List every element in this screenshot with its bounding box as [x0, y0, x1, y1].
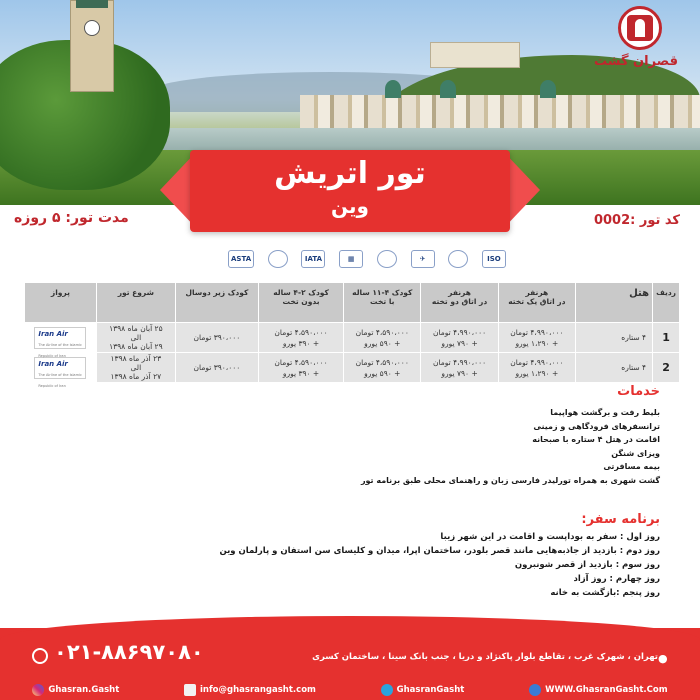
logo-emblem-icon — [618, 6, 662, 50]
website-link[interactable] — [529, 684, 668, 696]
list-item: روز سوم : بازدید از قصر شونبرون — [514, 560, 660, 570]
social-bar — [0, 680, 700, 700]
col-header-flight: پرواز — [25, 283, 97, 323]
table-row — [25, 353, 680, 383]
airline-logo — [34, 327, 86, 358]
flight-cell — [25, 353, 97, 388]
single-price-cell: ۴،۹۹۰،۰۰۰ تومان + ۱،۲۹۰ یورو — [498, 323, 575, 353]
clock-icon — [84, 20, 100, 36]
banner-title: تور اتریش — [274, 156, 426, 191]
list-item: روز دوم : بازدید از جاذبه‌هایی مانند قصر بلودر، ساختمان اپرا، میدان و کلیسای سن استفان و پارلمان وین — [219, 546, 660, 556]
association-logo-icon — [448, 250, 468, 268]
col-header-child-nobed: کودک ۲-۴ ساله بدون تخت — [258, 283, 343, 323]
email-link[interactable] — [184, 684, 316, 696]
mail-icon — [184, 684, 196, 696]
hotel-cell: ۴ ستاره — [576, 353, 653, 383]
title-banner — [190, 150, 510, 232]
list-item: بیمه مسافرتی — [603, 462, 660, 471]
child-bed-price-cell: ۴،۵۹۰،۰۰۰ تومان + ۵۹۰ یورو — [344, 323, 421, 353]
col-header-child-bed: کودک ۴-۱۱ ساله با تخت — [344, 283, 421, 323]
row-number: 1 — [653, 323, 680, 353]
list-item: روز پنجم :بازگشت به خانه — [550, 588, 660, 598]
iso-logo: ISO — [482, 250, 506, 268]
airline-tagline: The Airline of the Islamic Republic of Iran — [38, 342, 82, 358]
telegram-handle: GhasranGasht — [396, 685, 465, 695]
table-row — [25, 323, 680, 353]
row-number: 2 — [653, 353, 680, 383]
program-list — [219, 530, 660, 600]
hotel-cell: ۴ ستاره — [576, 323, 653, 353]
col-header-start: شروع تور — [96, 283, 175, 323]
address-text: تهران ، شهرک غرب ، تقاطع بلوار پاکنژاد و دریا ، جنب بانک سینا ، ساختمان کسری — [312, 652, 658, 662]
airline-logo — [34, 357, 86, 388]
infant-price-cell: ۳۹۰،۰۰۰ تومان — [175, 353, 258, 383]
telegram-icon — [381, 684, 393, 696]
flight-cell — [25, 323, 97, 358]
list-item: گشت شهری به همراه تورلیدر فارسی زبان و راهنمای محلی طبق برنامه تور — [360, 475, 660, 485]
double-price-cell: ۴،۹۹۰،۰۰۰ تومان + ۷۹۰ یورو — [421, 323, 498, 353]
dome-shape — [440, 80, 456, 98]
phone-number[interactable]: ۰۲۱-۸۸۶۹۷۰۸۰ — [54, 640, 204, 664]
list-item: ترانسفرهای فرودگاهی و زمینی — [533, 421, 660, 431]
list-item: بلیط رفت و برگشت هواپیما — [550, 408, 660, 417]
child-bed-price-cell: ۴،۵۹۰،۰۰۰ تومان + ۵۹۰ یورو — [344, 353, 421, 383]
brand-name: قصران گشت — [593, 54, 678, 69]
cultural-logo-icon: ▦ — [339, 250, 363, 268]
services-title: خدمات — [617, 384, 660, 399]
col-header-double: هرنفر در اتاق دو تخته — [421, 283, 498, 323]
airline-name: Iran Air — [38, 359, 68, 368]
accreditation-logos — [228, 248, 506, 270]
association-seal-icon — [377, 250, 397, 268]
list-item: اقامت در هتل ۴ ستاره با صبحانه — [532, 435, 660, 444]
seal-icon — [268, 250, 288, 268]
child-nobed-price-cell: ۴،۵۹۰،۰۰۰ تومان + ۳۹۰ یورو — [258, 323, 343, 353]
list-item: ویزای شنگن — [611, 448, 660, 458]
instagram-handle: Ghasran.Gasht — [48, 685, 120, 695]
table-header-row — [25, 283, 680, 323]
location-pin-icon: ● — [658, 652, 668, 665]
col-header-infant: کودک زیر دوسال — [175, 283, 258, 323]
child-nobed-price-cell: ۴،۵۹۰،۰۰۰ تومان + ۳۹۰ یورو — [258, 353, 343, 383]
instagram-icon — [32, 684, 44, 696]
single-price-cell: ۴،۹۹۰،۰۰۰ تومان + ۱،۲۹۰ یورو — [498, 353, 575, 383]
website-url: WWW.GhasranGasht.Com — [545, 685, 668, 695]
globe-icon — [529, 684, 541, 696]
list-item: روز اول : سفر به بوداپست و اقامت در این شهر زیبا — [440, 532, 660, 542]
start-date-cell: ۲۳ آذر ماه ۱۳۹۸ الی ۲۷ آذر ماه ۱۳۹۸ — [96, 353, 175, 383]
col-header-single: هرنفر در اتاق یک تخته — [498, 283, 575, 323]
infant-price-cell: ۳۹۰،۰۰۰ تومان — [175, 323, 258, 353]
phone-icon — [32, 648, 48, 664]
tour-code: کد تور :0002 — [593, 213, 680, 228]
telegram-link[interactable] — [381, 684, 465, 696]
services-list — [361, 406, 660, 487]
tour-duration: مدت تور: ۵ روزه — [14, 210, 129, 226]
airline-assoc-logo-icon: ✈ — [411, 250, 435, 268]
email-address: info@ghasrangasht.com — [200, 685, 316, 695]
brand-logo — [593, 6, 678, 86]
price-table — [24, 282, 680, 388]
church-tower — [70, 0, 114, 92]
start-date-cell: ۲۵ آبان ماه ۱۳۹۸ الی ۲۹ آبان ماه ۱۳۹۸ — [96, 323, 175, 353]
program-title: برنامه سفر: — [581, 512, 660, 527]
dome-shape — [385, 80, 401, 98]
iata-logo: IATA — [301, 250, 325, 268]
airline-tagline: The Airline of the Islamic Republic of Iran — [38, 372, 82, 388]
col-header-hotel: هتل — [576, 283, 653, 323]
col-header-row: ردیف — [653, 283, 680, 323]
instagram-link[interactable] — [32, 684, 119, 696]
airline-name: Iran Air — [38, 329, 68, 338]
dome-shape — [540, 80, 556, 98]
asta-logo: ASTA — [228, 250, 254, 268]
fortress-shape — [430, 42, 520, 68]
tower-cap — [76, 0, 108, 8]
double-price-cell: ۴،۹۹۰،۰۰۰ تومان + ۷۹۰ یورو — [421, 353, 498, 383]
banner-subtitle: وین — [331, 194, 369, 218]
list-item: روز چهارم : روز آزاد — [573, 574, 660, 584]
